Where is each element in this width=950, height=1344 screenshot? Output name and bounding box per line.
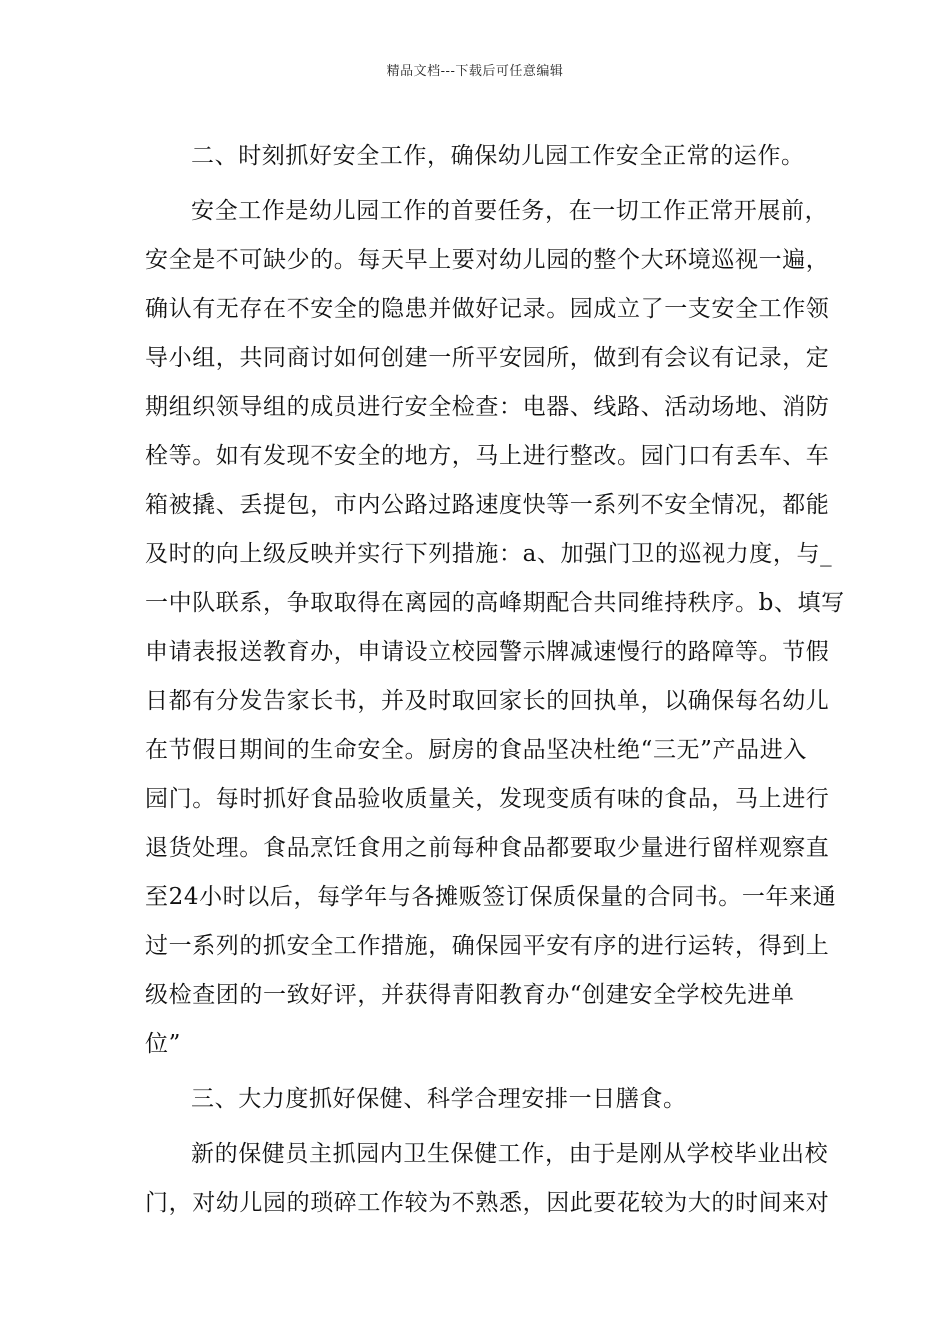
heading-line: 二、时刻抓好安全工作，确保幼儿园工作安全正常的运作。 — [191, 143, 805, 169]
paragraph-line: 及时的向上级反映并实行下列措施：a、加强门卫的巡视力度，与_ — [145, 541, 833, 567]
paragraph-line: 箱被撬、丢提包，市内公路过路速度快等一系列不安全情况，都能 — [145, 492, 830, 518]
page-header: 精品文档---下载后可任意编辑 — [386, 64, 564, 79]
paragraph-line: 退货处理。食品烹饪食用之前每种食品都要取少量进行留样观察直 — [145, 835, 830, 861]
paragraph-line: 在节假日期间的生命安全。厨房的食品坚决杜绝“三无”产品进入 — [145, 737, 807, 763]
paragraph-line: 至24小时以后，每学年与各摊贩签订保质保量的合同书。一年来通 — [145, 884, 837, 910]
paragraph-line: 安全工作是幼儿园工作的首要任务，在一切工作正常开展前， — [191, 198, 829, 224]
paragraph-line: 栓等。如有发现不安全的地方，马上进行整改。园门口有丢车、车 — [145, 443, 830, 469]
paragraph-line: 园门。每时抓好食品验收质量关，发现变质有味的食品，马上进行 — [145, 786, 830, 812]
paragraph — [145, 187, 845, 1069]
paragraph-line: 过一系列的抓安全工作措施，确保园平安有序的进行运转，得到上 — [145, 933, 830, 959]
paragraph-line: 级检查团的一致好评，并获得青阳教育办“创建安全学校先进单 — [145, 982, 795, 1008]
paragraph-line: 新的保健员主抓园内卫生保健工作，由于是刚从学校毕业出校 — [191, 1141, 829, 1167]
paragraph-line: 门，对幼儿园的琐碎工作较为不熟悉，因此要花较为大的时间来对 — [145, 1190, 830, 1216]
paragraph-line: 位” — [145, 1031, 181, 1057]
section-heading — [145, 132, 809, 181]
paragraph-line: 申请表报送教育办，申请设立校园警示牌减速慢行的路障等。节假 — [145, 639, 830, 665]
heading-line: 三、大力度抓好保健、科学合理安排一日膳食。 — [191, 1086, 687, 1112]
section-heading — [145, 1075, 809, 1124]
paragraph-line: 日都有分发告家长书，并及时取回家长的回执单，以确保每名幼儿 — [145, 688, 830, 714]
paragraph-line: 导小组，共同商讨如何创建一所平安园所，做到有会议有记录，定 — [145, 345, 830, 371]
document-body — [145, 132, 845, 1234]
paragraph — [145, 1130, 830, 1228]
paragraph-line: 安全是不可缺少的。每天早上要对幼儿园的整个大环境巡视一遍， — [145, 247, 830, 273]
paragraph-line: 一中队联系，争取取得在离园的高峰期配合共同维持秩序。b、填写 — [145, 590, 845, 616]
paragraph-line: 确认有无存在不安全的隐患并做好记录。园成立了一支安全工作领 — [145, 296, 830, 322]
paragraph-line: 期组织领导组的成员进行安全检查：电器、线路、活动场地、消防 — [145, 394, 830, 420]
